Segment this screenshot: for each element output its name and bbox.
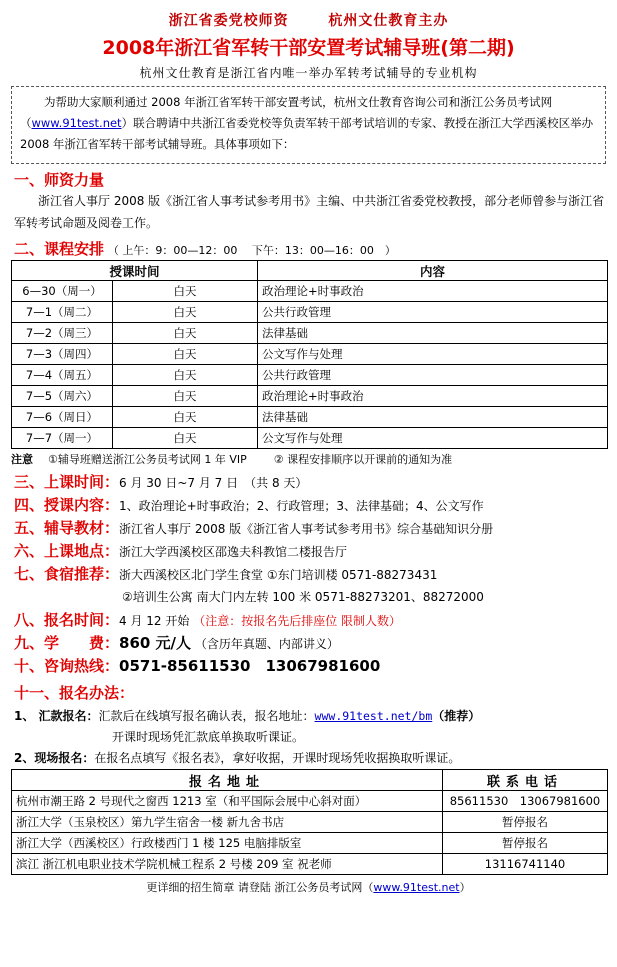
schedule-content: 公共行政管理 (258, 302, 608, 323)
schedule-content: 公文写作与处理 (258, 428, 608, 449)
schedule-date: 7—6（周日） (12, 407, 113, 428)
method-1-label: 1、 汇款报名： (14, 709, 99, 723)
schedule-table (11, 260, 608, 449)
section-5-value: 浙江省人事厅 2008 版《浙江省人事考试参考用书》综合基础知识分册 (119, 522, 494, 536)
method-1-text: 汇款后在线填写报名确认表，报名地址： (98, 709, 315, 723)
intro-box (11, 86, 606, 164)
schedule-date: 7—1（周二） (12, 302, 113, 323)
method-1 (14, 705, 617, 727)
sponsor-right: 杭州文仕教育主办 (328, 13, 449, 29)
registration-address: 浙江大学（玉泉校区）第九学生宿舍一楼 新九舍书店 (12, 812, 443, 833)
registration-address: 滨江 浙江机电职业技术学院机械工程系 2 号楼 209 室 祝老师 (12, 854, 443, 875)
section-10-value: 0571-85611530 13067981600 (119, 657, 381, 675)
note-2: ② 课程安排顺序以开课前的通知为准 (273, 453, 453, 466)
schedule-content: 公文写作与处理 (258, 344, 608, 365)
registration-row (12, 812, 608, 833)
section-7 (14, 563, 617, 586)
footer-text: 更详细的招生简章 请登陆 浙江公务员考试网（ (146, 881, 374, 894)
section-4-value: 1、政治理论+时事政治；2、行政管理；3、法律基础；4、公文写作 (119, 499, 484, 513)
section-3 (14, 471, 617, 494)
schedule-row (12, 386, 608, 407)
schedule-row (12, 407, 608, 428)
schedule-period: 白天 (113, 323, 258, 344)
registration-address: 杭州市潮王路 2 号现代之窗西 1213 室（和平国际会展中心斜对面） (12, 791, 443, 812)
registration-row (12, 833, 608, 854)
tagline: 杭州文仕教育是浙江省内唯一举办军转考试辅导的专业机构 (139, 66, 478, 80)
section-8 (14, 609, 617, 632)
section-2 (14, 238, 617, 260)
registration-row (12, 854, 608, 875)
schedule-row (12, 365, 608, 386)
schedule-row (12, 281, 608, 302)
section-2-heading: 二、课程安排 (14, 240, 105, 258)
section-5-heading: 五、辅导教材： (14, 519, 120, 537)
schedule-note (11, 449, 617, 471)
schedule-period: 白天 (113, 428, 258, 449)
section-2-hours: （ 上午：9：00—12：00 下午：13：00—16：00 ） (107, 244, 396, 257)
section-1-body: 浙江省人事厅 2008 版《浙江省人事考试参考用书》主编、中共浙江省委党校教授，部分老师曾参与浙江省军转考试命题及阅卷工作。 (14, 194, 605, 230)
col-phone-header: 联系电话 (443, 770, 608, 791)
schedule-content: 政治理论+时事政治 (258, 386, 608, 407)
section-8-value: 4 月 12 开始 (119, 614, 190, 628)
section-8-note: （注意：按报名先后排座位 限制人数） (193, 614, 402, 628)
note-1: ①辅导班赠送浙江公务员考试网 1 年 VIP (48, 453, 247, 466)
section-9-heading: 九、学 费： (14, 634, 120, 652)
sponsor-line (0, 0, 617, 34)
registration-address: 浙江大学（西溪校区）行政楼西门 1 楼 125 电脑排版室 (12, 833, 443, 854)
section-11-heading: 十一、报名办法： (14, 684, 135, 702)
col-addr-header: 报名地址 (12, 770, 443, 791)
method-2-text: 在报名点填写《报名表》，拿好收据，开课时现场凭收据换取听课证。 (94, 751, 461, 765)
schedule-period: 白天 (113, 407, 258, 428)
schedule-period: 白天 (113, 365, 258, 386)
section-7-line1: 浙大西溪校区北门学生食堂 ①东门培训楼 0571-88273431 (119, 568, 438, 582)
section-6 (14, 540, 617, 563)
schedule-date: 7—2（周三） (12, 323, 113, 344)
schedule-date: 6—30（周一） (12, 281, 113, 302)
registration-table (11, 769, 608, 875)
registration-phone: 暂停报名 (443, 833, 608, 854)
schedule-content: 法律基础 (258, 323, 608, 344)
note-label: 注意 (11, 453, 33, 466)
footer (0, 879, 617, 895)
section-4-heading: 四、授课内容： (14, 496, 120, 514)
page-title: 2008年浙江省军转干部安置考试辅导班(第二期) (102, 37, 515, 59)
col-time-header: 授课时间 (12, 261, 258, 281)
schedule-date: 7—4（周五） (12, 365, 113, 386)
section-1-heading: 一、师资力量 (14, 171, 105, 189)
section-9 (14, 632, 617, 655)
section-7-second (14, 586, 617, 609)
section-1 (14, 170, 617, 190)
schedule-date: 7—7（周一） (12, 428, 113, 449)
section-8-heading: 八、报名时间： (14, 611, 120, 629)
schedule-period: 白天 (113, 344, 258, 365)
section-5 (14, 517, 617, 540)
section-6-value: 浙江大学西溪校区邵逸夫科教馆二楼报告厅 (119, 545, 348, 559)
section-7-line2: ②培训生公寓 南大门内左转 100 米 0571-88273201、88272000 (122, 590, 484, 604)
registration-phone: 13116741140 (443, 854, 608, 875)
schedule-content: 政治理论+时事政治 (258, 281, 608, 302)
section-9-value: 860 元/人 (119, 634, 192, 652)
method-1-second (14, 727, 617, 747)
schedule-content: 公共行政管理 (258, 365, 608, 386)
schedule-body (12, 281, 608, 449)
sponsor-left: 浙江省委党校师资 (168, 13, 289, 29)
schedule-period: 白天 (113, 302, 258, 323)
schedule-row (12, 344, 608, 365)
intro-text-before: 为帮助大家顺利通过 2008 年浙江省军转干部安置考试，杭州文仕教育咨询公司和浙江公务员考试网（ (20, 95, 553, 130)
method-1-link[interactable]: www.91test.net/bm (314, 709, 433, 723)
schedule-header-row (12, 261, 608, 281)
section-10 (14, 655, 617, 678)
schedule-row (12, 323, 608, 344)
schedule-period: 白天 (113, 281, 258, 302)
col-content-header: 内容 (258, 261, 608, 281)
method-2 (14, 747, 617, 769)
registration-phone: 85611530 13067981600 (443, 791, 608, 812)
intro-text-after: ）联合聘请中共浙江省委党校等负责军转干部考试培训的专家、教授在浙江大学西溪校区举办 2008 年浙江省军转干部考试辅导班。具体事项如下： (20, 116, 594, 151)
section-3-heading: 三、上课时间： (14, 473, 120, 491)
section-4 (14, 494, 617, 517)
registration-phone: 暂停报名 (443, 812, 608, 833)
schedule-date: 7—5（周六） (12, 386, 113, 407)
method-1-recommend: （推荐） (432, 709, 481, 723)
method-2-label: 2、现场报名： (14, 751, 95, 765)
registration-body (12, 791, 608, 875)
schedule-row (12, 428, 608, 449)
intro-link[interactable]: www.91test.net (31, 116, 122, 130)
registration-row (12, 791, 608, 812)
section-11 (14, 682, 617, 705)
section-10-heading: 十、咨询热线： (14, 657, 120, 675)
schedule-content: 法律基础 (258, 407, 608, 428)
registration-header-row (12, 770, 608, 791)
footer-end: ） (459, 881, 471, 894)
schedule-row (12, 302, 608, 323)
section-7-heading: 七、食宿推荐： (14, 565, 120, 583)
section-3-value: 6 月 30 日~7 月 7 日 （共 8 天） (119, 476, 308, 490)
section-9-note: （含历年真题、内部讲义） (194, 637, 339, 651)
section-6-heading: 六、上课地点： (14, 542, 120, 560)
schedule-period: 白天 (113, 386, 258, 407)
schedule-date: 7—3（周四） (12, 344, 113, 365)
method-1-line2: 开课时现场凭汇款底单换取听课证。 (112, 730, 305, 744)
footer-link[interactable]: www.91test.net (373, 881, 460, 894)
